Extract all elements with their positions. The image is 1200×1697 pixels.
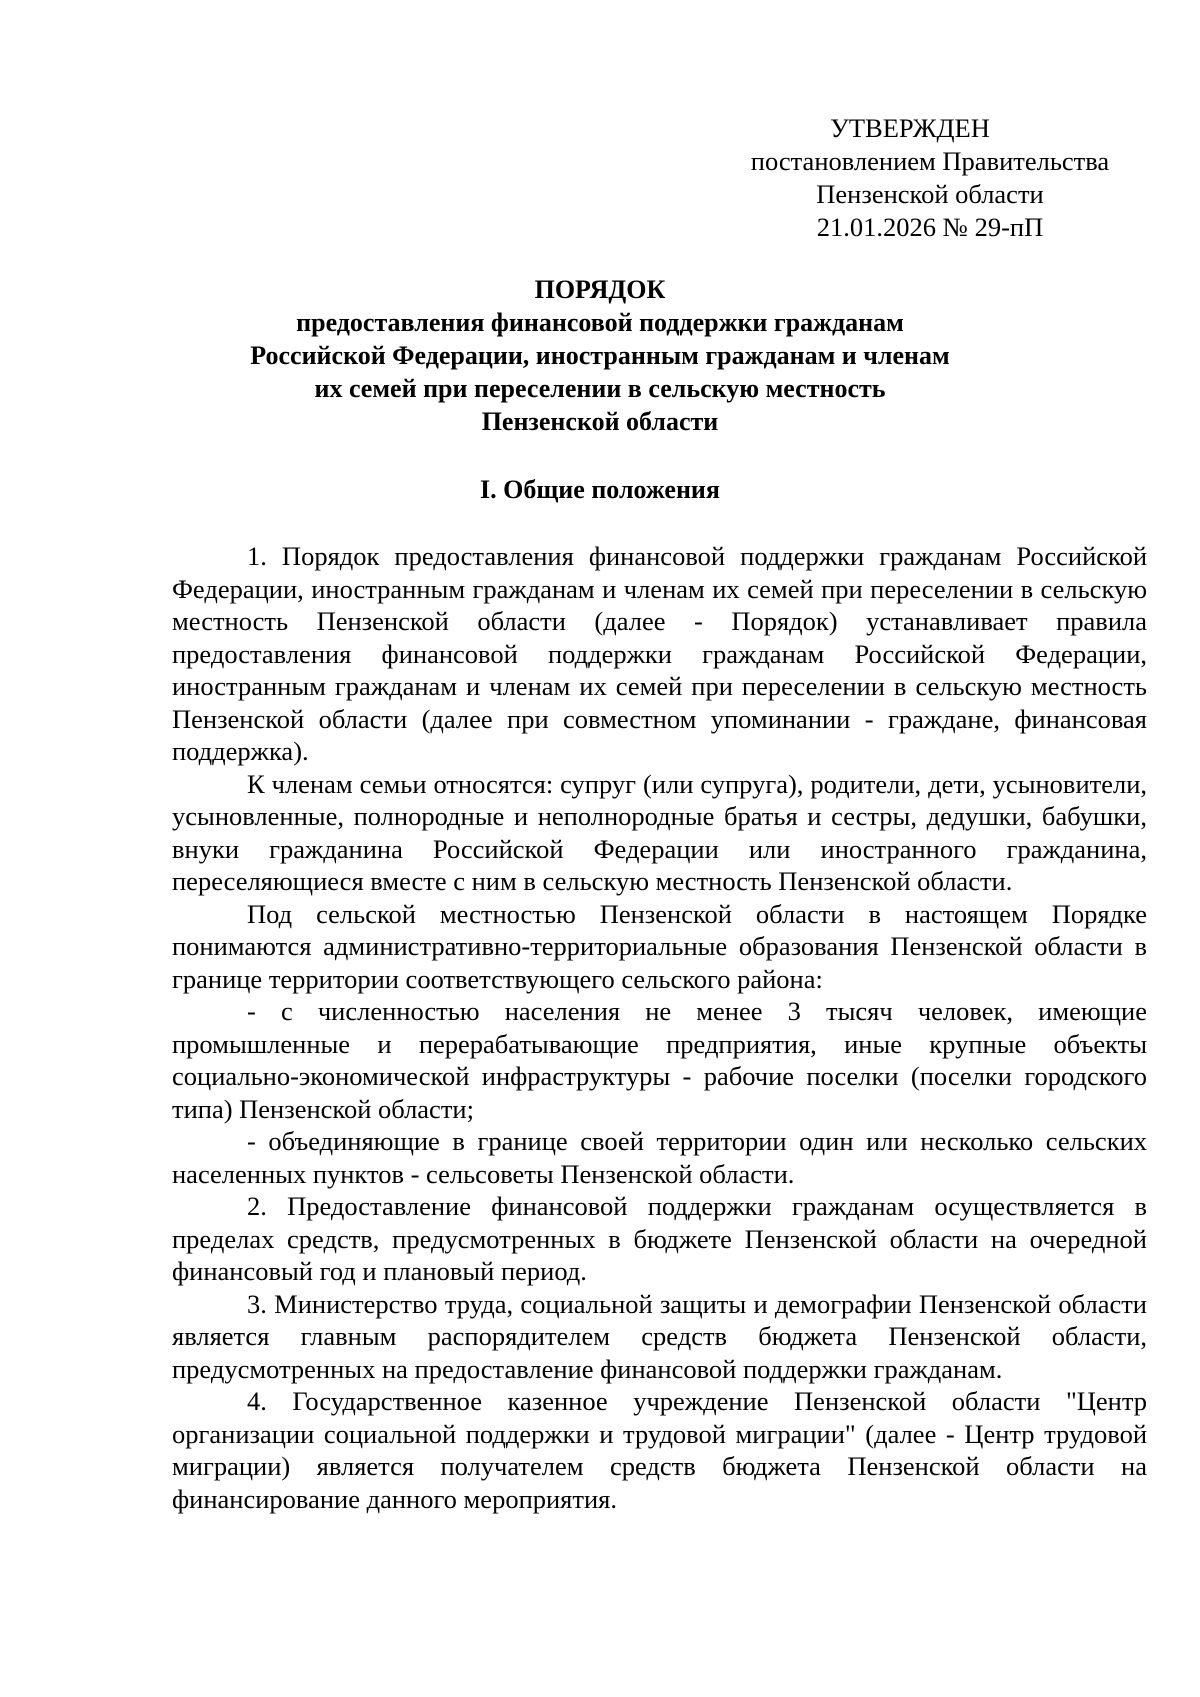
approval-date-number: 21.01.2026 № 29-пП <box>816 212 1044 242</box>
paragraph: 3. Министерство труда, социальной защиты и демографии Пензенской области является главным распорядителем средств бюджета Пензенской области, предусмотренных на предоставление финансовой поддержки гражданам. <box>172 1288 1147 1384</box>
document-body <box>172 540 1147 1515</box>
document-title <box>130 273 1070 438</box>
approval-line: Пензенской области <box>816 179 1044 209</box>
approval-stamp <box>700 112 1160 244</box>
approval-line: УТВЕРЖДЕН <box>830 113 990 143</box>
title-line: ПОРЯДОК <box>534 275 666 304</box>
paragraph: - с численностью населения не менее 3 тысяч человек, имеющие промышленные и перерабатывающие предприятия, иные крупные объекты социально-экономической инфраструктуры - рабочие поселки (поселки городского типа) Пензенской области; <box>172 996 1147 1124</box>
paragraph: К членам семьи относятся: супруг (или супруга), родители, дети, усыновители, усыновленные, полнородные и неполнородные братья и сестры, дедушки, бабушки, внуки гражданина Российской Федерации или иностранного гражданина, переселяющиеся вместе с ним в сельскую местность Пензенской области. <box>172 768 1147 896</box>
paragraph: 4. Государственное казенное учреждение Пензенской области "Центр организации социальной поддержки и трудовой миграции" (далее - Центр трудовой миграции) является получателем средств бюджета Пензенской области на финансирование данного мероприятия. <box>172 1386 1147 1514</box>
paragraph: - объединяющие в границе своей территории один или несколько сельских населенных пунктов - сельсоветы Пензенской области. <box>172 1126 1147 1189</box>
title-line: предоставления финансовой поддержки гражданам <box>296 308 904 337</box>
paragraph: Под сельской местностью Пензенской области в настоящем Порядке понимаются административно-территориальные образования Пензенской области в границе территории соответствующего сельского района: <box>172 898 1147 994</box>
section-heading: I. Общие положения <box>480 475 720 504</box>
paragraph: 1. Порядок предоставления финансовой поддержки гражданам Российской Федерации, иностранным гражданам и членам их семей при переселении в сельскую местность Пензенской области (далее - Порядок) устанавливает правила предоставления финансовой поддержки гражданам Российской Федерации, иностранным гражданам и членам их семей при переселении в сельскую местность Пензенской области (далее при совместном упоминании - граждане, финансовая поддержка). <box>172 541 1147 766</box>
title-line: их семей при переселении в сельскую местность <box>314 374 886 403</box>
title-line: Пензенской области <box>481 407 719 436</box>
paragraph: 2. Предоставление финансовой поддержки гражданам осуществляется в пределах средств, предусмотренных в бюджете Пензенской области на очередной финансовый год и плановый период. <box>172 1191 1147 1286</box>
approval-line: постановлением Правительства <box>750 146 1110 176</box>
title-line: Российской Федерации, иностранным гражданам и членам <box>250 341 950 370</box>
